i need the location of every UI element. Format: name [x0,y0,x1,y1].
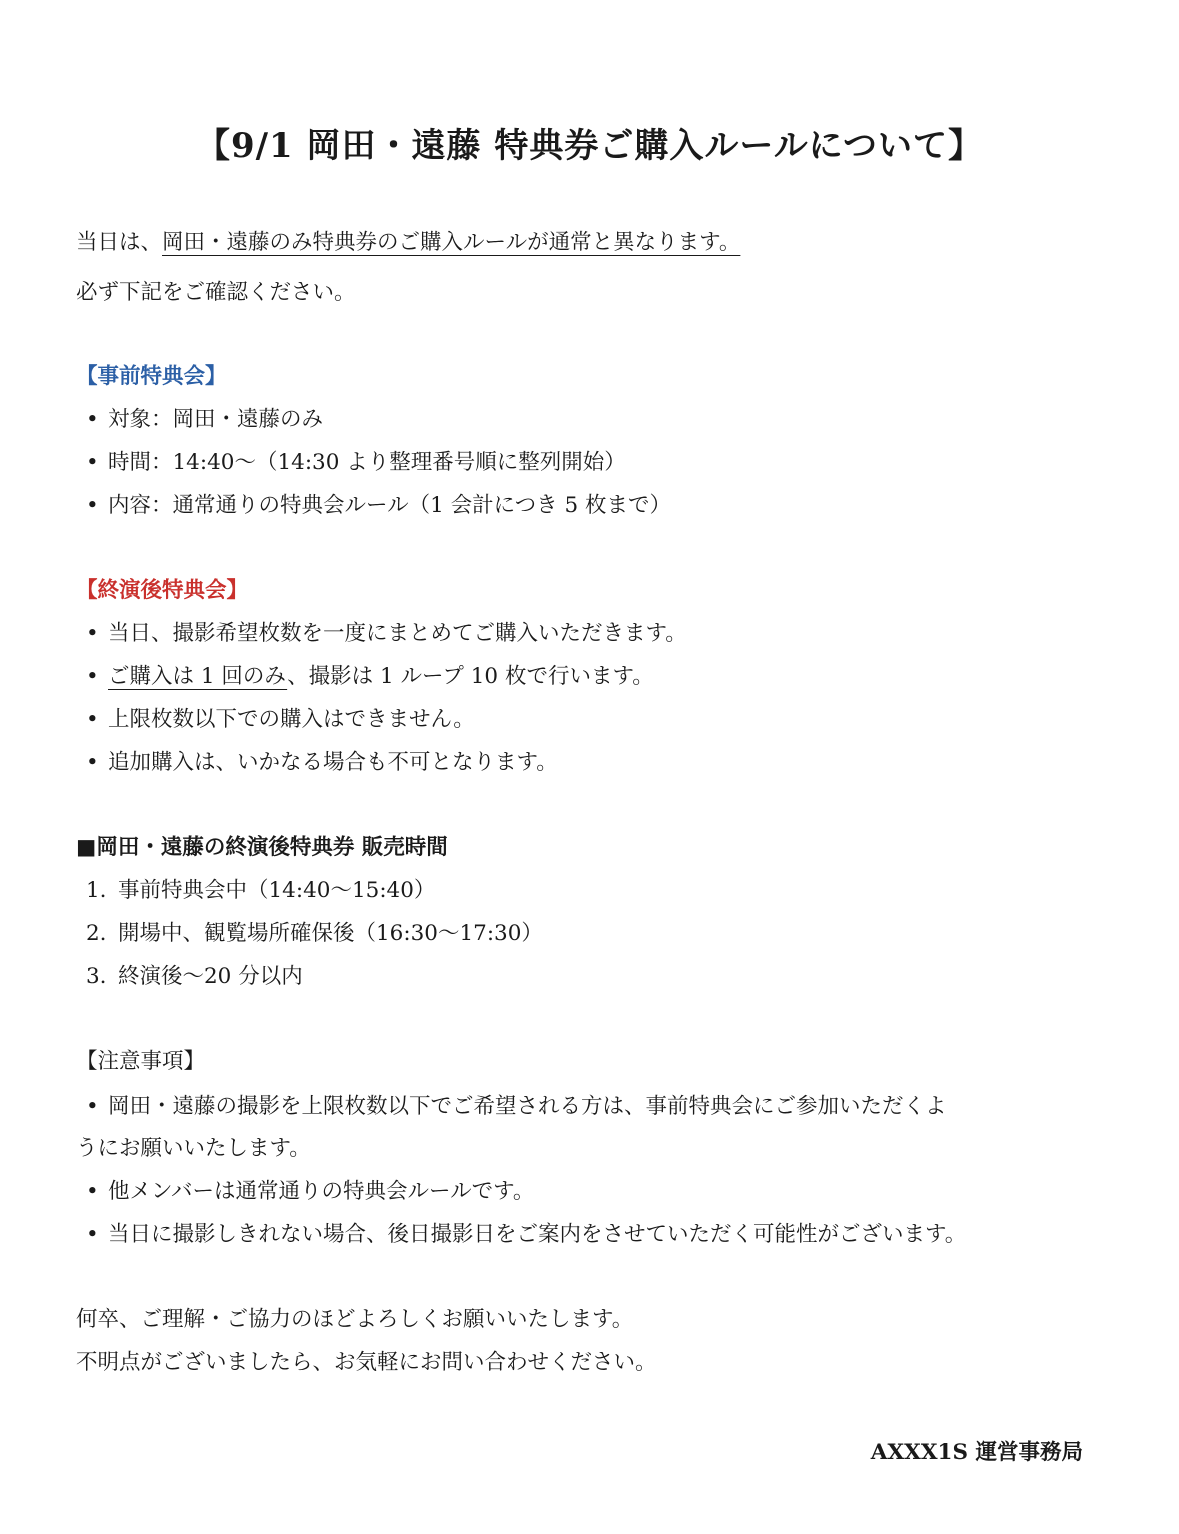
notes-bullet-2: • 他メンバーは通常通りの特典会ルールです。 [76,1177,534,1207]
pre-event-bullet-1: • 対象：岡田・遠藤のみ [76,405,323,435]
list-number: 2. [86,921,107,946]
post-event-bullet-3: • 上限枚数以下での購入はできません。 [76,705,475,735]
pre-event-bullet-3: • 内容：通常通りの特典会ルール（1 会計につき 5 枚まで） [76,491,671,521]
bullet-icon: • [86,407,99,432]
intro-prefix: 当日は、 [76,230,163,255]
bullet-icon: • [86,450,99,475]
post-event-bullet-1: • 当日、撮影希望枚数を一度にまとめてご購入いただきます。 [76,619,687,649]
sales-times-heading: ■岡田・遠藤の終演後特典券 販売時間 [76,835,448,860]
document-title: 【9/1 岡田・遠藤 特典券ご購入ルールについて】 [195,126,984,166]
bullet-icon: • [86,750,99,775]
notes-heading: 【注意事項】 [76,1049,206,1074]
bullet-icon: • [86,621,99,646]
bullet-icon: • [86,664,99,689]
sales-item-3: 3. 終演後〜20 分以内 [76,962,303,992]
pre-event-heading: 【事前特典会】 [76,364,227,389]
bullet-icon: • [86,1179,99,1204]
intro-line-2: 必ず下記をご確認ください。 [76,280,356,305]
sales-item-1: 1. 事前特典会中（14:40〜15:40） [76,876,435,906]
post-event-bullet-4: • 追加購入は、いかなる場合も不可となります。 [76,748,558,778]
notes-bullet-3: • 当日に撮影しきれない場合、後日撮影日をご案内をさせていただく可能性がございます。 [76,1220,966,1250]
bullet-icon: • [86,707,99,732]
list-number: 3. [86,964,107,989]
notes-bullet-1-line-2: うにお願いいたします。 [76,1136,311,1161]
bullet-icon: • [86,1222,99,1247]
intro-underlined-notice: 岡田・遠藤のみ特典券のご購入ルールが通常と異なります。 [162,230,741,255]
sales-item-2: 2. 開場中、観覧場所確保後（16:30〜17:30） [76,919,543,949]
closing-line-2: 不明点がございましたら、お気軽にお問い合わせください。 [76,1350,657,1375]
organizer-signature: AXXX1S 運営事務局 [870,1440,1083,1465]
closing-line-1: 何卒、ご理解・ご協力のほどよろしくお願いいたします。 [76,1307,634,1332]
purchase-once-underlined: ご購入は 1 回のみ [108,664,288,689]
bullet-icon: • [86,493,99,518]
bullet-icon: • [86,1094,99,1119]
list-number: 1. [86,878,107,903]
pre-event-bullet-2: • 時間：14:40〜（14:30 より整理番号順に整列開始） [76,448,626,478]
notes-bullet-1-line-1: • 岡田・遠藤の撮影を上限枚数以下でご希望される方は、事前特典会にご参加いただくよ [76,1092,947,1122]
post-event-heading: 【終演後特典会】 [76,578,249,603]
post-event-bullet-2: • ご購入は 1 回のみ、撮影は 1 ループ 10 枚で行います。 [76,662,654,692]
intro-line-1 [76,228,740,258]
